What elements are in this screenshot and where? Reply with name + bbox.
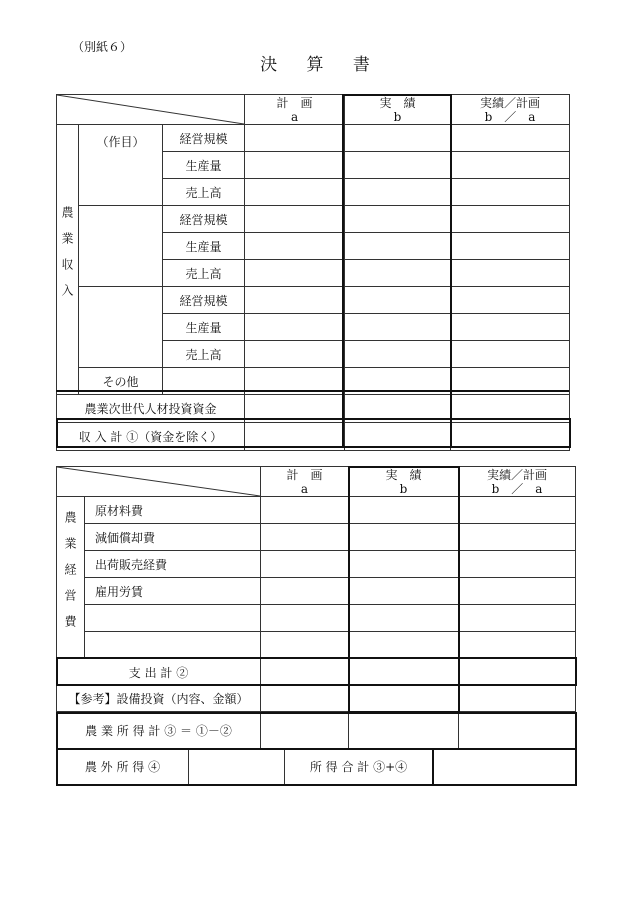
actual-input-cell[interactable]	[345, 395, 451, 423]
ratio-input-cell[interactable]	[451, 125, 570, 152]
ratio-input-cell[interactable]	[459, 551, 576, 578]
actual-input-cell[interactable]	[349, 497, 459, 524]
plan-header-sub: a	[290, 109, 299, 124]
actual-header-sub: b	[399, 481, 408, 496]
ratio-input-cell[interactable]	[459, 713, 576, 749]
actual-input-cell[interactable]	[345, 152, 451, 179]
ratio-input-cell[interactable]	[451, 233, 570, 260]
ratio-input-cell[interactable]	[459, 578, 576, 605]
ratio-input-cell[interactable]	[459, 659, 576, 686]
ratio-input-cell[interactable]	[451, 395, 570, 423]
subsidy-label: 農業次世代人材投資資金	[57, 395, 245, 423]
equipment-investment-label: 【参考】設備投資（内容、金額）	[57, 686, 261, 712]
blank-item-input-cell[interactable]	[85, 632, 261, 659]
crop-label-cell	[79, 125, 163, 206]
actual-input-cell[interactable]	[345, 233, 451, 260]
scale-label: 経営規模	[163, 287, 245, 314]
plan-input-cell[interactable]	[245, 395, 345, 423]
farm-income-table	[56, 712, 576, 749]
crop-name-input-cell[interactable]	[79, 287, 163, 368]
farm-expense-group-label: 農業経営費	[57, 497, 85, 659]
ratio-input-cell[interactable]	[459, 524, 576, 551]
sales-label: 売上高	[163, 260, 245, 287]
plan-input-cell[interactable]	[245, 152, 345, 179]
actual-input-cell[interactable]	[345, 314, 451, 341]
depreciation-label: 減価償却費	[85, 524, 261, 551]
actual-column-header	[349, 467, 459, 497]
plan-header-label: 計 画	[276, 95, 313, 110]
income-table	[56, 94, 570, 451]
plan-column-header	[261, 467, 349, 497]
actual-input-cell[interactable]	[345, 125, 451, 152]
production-label: 生産量	[163, 233, 245, 260]
plan-input-cell[interactable]	[261, 524, 349, 551]
actual-input-cell[interactable]	[345, 260, 451, 287]
ratio-input-cell[interactable]	[451, 152, 570, 179]
plan-input-cell[interactable]	[245, 314, 345, 341]
ratio-input-cell[interactable]	[451, 423, 570, 451]
actual-header-label: 実 績	[385, 467, 422, 482]
ratio-input-cell[interactable]	[459, 632, 576, 659]
sales-label: 売上高	[163, 341, 245, 368]
actual-input-cell[interactable]	[345, 179, 451, 206]
non-farm-income-label: 農 外 所 得 ④	[57, 749, 189, 785]
ratio-header-sub: b ／ a	[484, 109, 536, 124]
farm-income-group-label: 農業収入	[57, 125, 79, 395]
actual-input-cell[interactable]	[345, 423, 451, 451]
ratio-input-cell[interactable]	[459, 497, 576, 524]
actual-input-cell[interactable]	[349, 578, 459, 605]
total-income-table	[56, 748, 576, 785]
total-income-input-cell[interactable]	[433, 749, 576, 785]
scale-label: 経営規模	[163, 206, 245, 233]
header-corner-cell	[57, 467, 261, 497]
plan-input-cell[interactable]	[261, 605, 349, 632]
actual-input-cell[interactable]	[349, 524, 459, 551]
plan-input-cell[interactable]	[245, 206, 345, 233]
labor-cost-label: 雇用労賃	[85, 578, 261, 605]
actual-input-cell[interactable]	[349, 713, 459, 749]
production-label: 生産量	[163, 152, 245, 179]
ratio-column-header	[459, 467, 576, 497]
actual-input-cell[interactable]	[349, 659, 459, 686]
total-income-separator	[432, 748, 434, 784]
ratio-input-cell[interactable]	[459, 686, 576, 712]
ratio-input-cell[interactable]	[451, 206, 570, 233]
plan-input-cell[interactable]	[245, 260, 345, 287]
ratio-input-cell[interactable]	[459, 605, 576, 632]
plan-input-cell[interactable]	[245, 233, 345, 260]
plan-input-cell[interactable]	[245, 287, 345, 314]
total-income-label: 所 得 合 計 ③+④	[285, 749, 433, 785]
crop-name-input-cell[interactable]	[79, 206, 163, 287]
actual-column-header	[345, 95, 451, 125]
actual-input-cell[interactable]	[349, 551, 459, 578]
ratio-input-cell[interactable]	[451, 260, 570, 287]
plan-input-cell[interactable]	[245, 179, 345, 206]
actual-input-cell[interactable]	[349, 605, 459, 632]
ratio-input-cell[interactable]	[451, 341, 570, 368]
expense-table	[56, 466, 576, 712]
ratio-column-header	[451, 95, 570, 125]
document-label: （別紙６）	[72, 40, 133, 54]
sales-label: 売上高	[163, 179, 245, 206]
actual-header-label: 実 績	[379, 95, 416, 110]
actual-input-cell[interactable]	[345, 287, 451, 314]
plan-input-cell[interactable]	[261, 551, 349, 578]
actual-input-cell[interactable]	[349, 686, 459, 712]
expense-total-label: 支 出 計 ②	[57, 659, 261, 686]
raw-materials-label: 原材料費	[85, 497, 261, 524]
plan-input-cell[interactable]	[261, 632, 349, 659]
ratio-input-cell[interactable]	[451, 287, 570, 314]
production-label: 生産量	[163, 314, 245, 341]
ratio-input-cell[interactable]	[451, 179, 570, 206]
plan-input-cell[interactable]	[261, 497, 349, 524]
ratio-header-sub: b ／ a	[491, 481, 543, 496]
ratio-header-label: 実績／計画	[480, 95, 541, 110]
plan-input-cell[interactable]	[261, 686, 349, 712]
plan-header-label: 計 画	[286, 467, 323, 482]
non-farm-income-input-cell[interactable]	[189, 749, 285, 785]
plan-input-cell[interactable]	[245, 341, 345, 368]
plan-input-cell[interactable]	[261, 713, 349, 749]
actual-input-cell[interactable]	[345, 341, 451, 368]
plan-input-cell[interactable]	[261, 578, 349, 605]
income-total-label: 収 入 計 ①（資金を除く）	[57, 423, 245, 451]
header-corner-cell	[57, 95, 245, 125]
plan-header-sub: a	[300, 481, 309, 496]
crop-label: （作目）	[96, 135, 145, 149]
plan-input-cell[interactable]	[261, 659, 349, 686]
plan-column-header	[245, 95, 345, 125]
plan-input-cell[interactable]	[245, 125, 345, 152]
other-label: その他	[79, 368, 163, 395]
farm-income-label: 農 業 所 得 計 ③ ＝ ①－②	[57, 713, 261, 749]
actual-input-cell[interactable]	[349, 632, 459, 659]
ratio-header-label: 実績／計画	[486, 467, 547, 482]
shipping-sales-label: 出荷販売経費	[85, 551, 261, 578]
page-title: 決 算 書	[260, 55, 382, 75]
ratio-input-cell[interactable]	[451, 314, 570, 341]
actual-input-cell[interactable]	[345, 206, 451, 233]
blank-item-input-cell[interactable]	[85, 605, 261, 632]
plan-input-cell[interactable]	[245, 423, 345, 451]
subsidy-separator	[56, 390, 569, 392]
actual-header-sub: b	[393, 109, 402, 124]
scale-label: 経営規模	[163, 125, 245, 152]
